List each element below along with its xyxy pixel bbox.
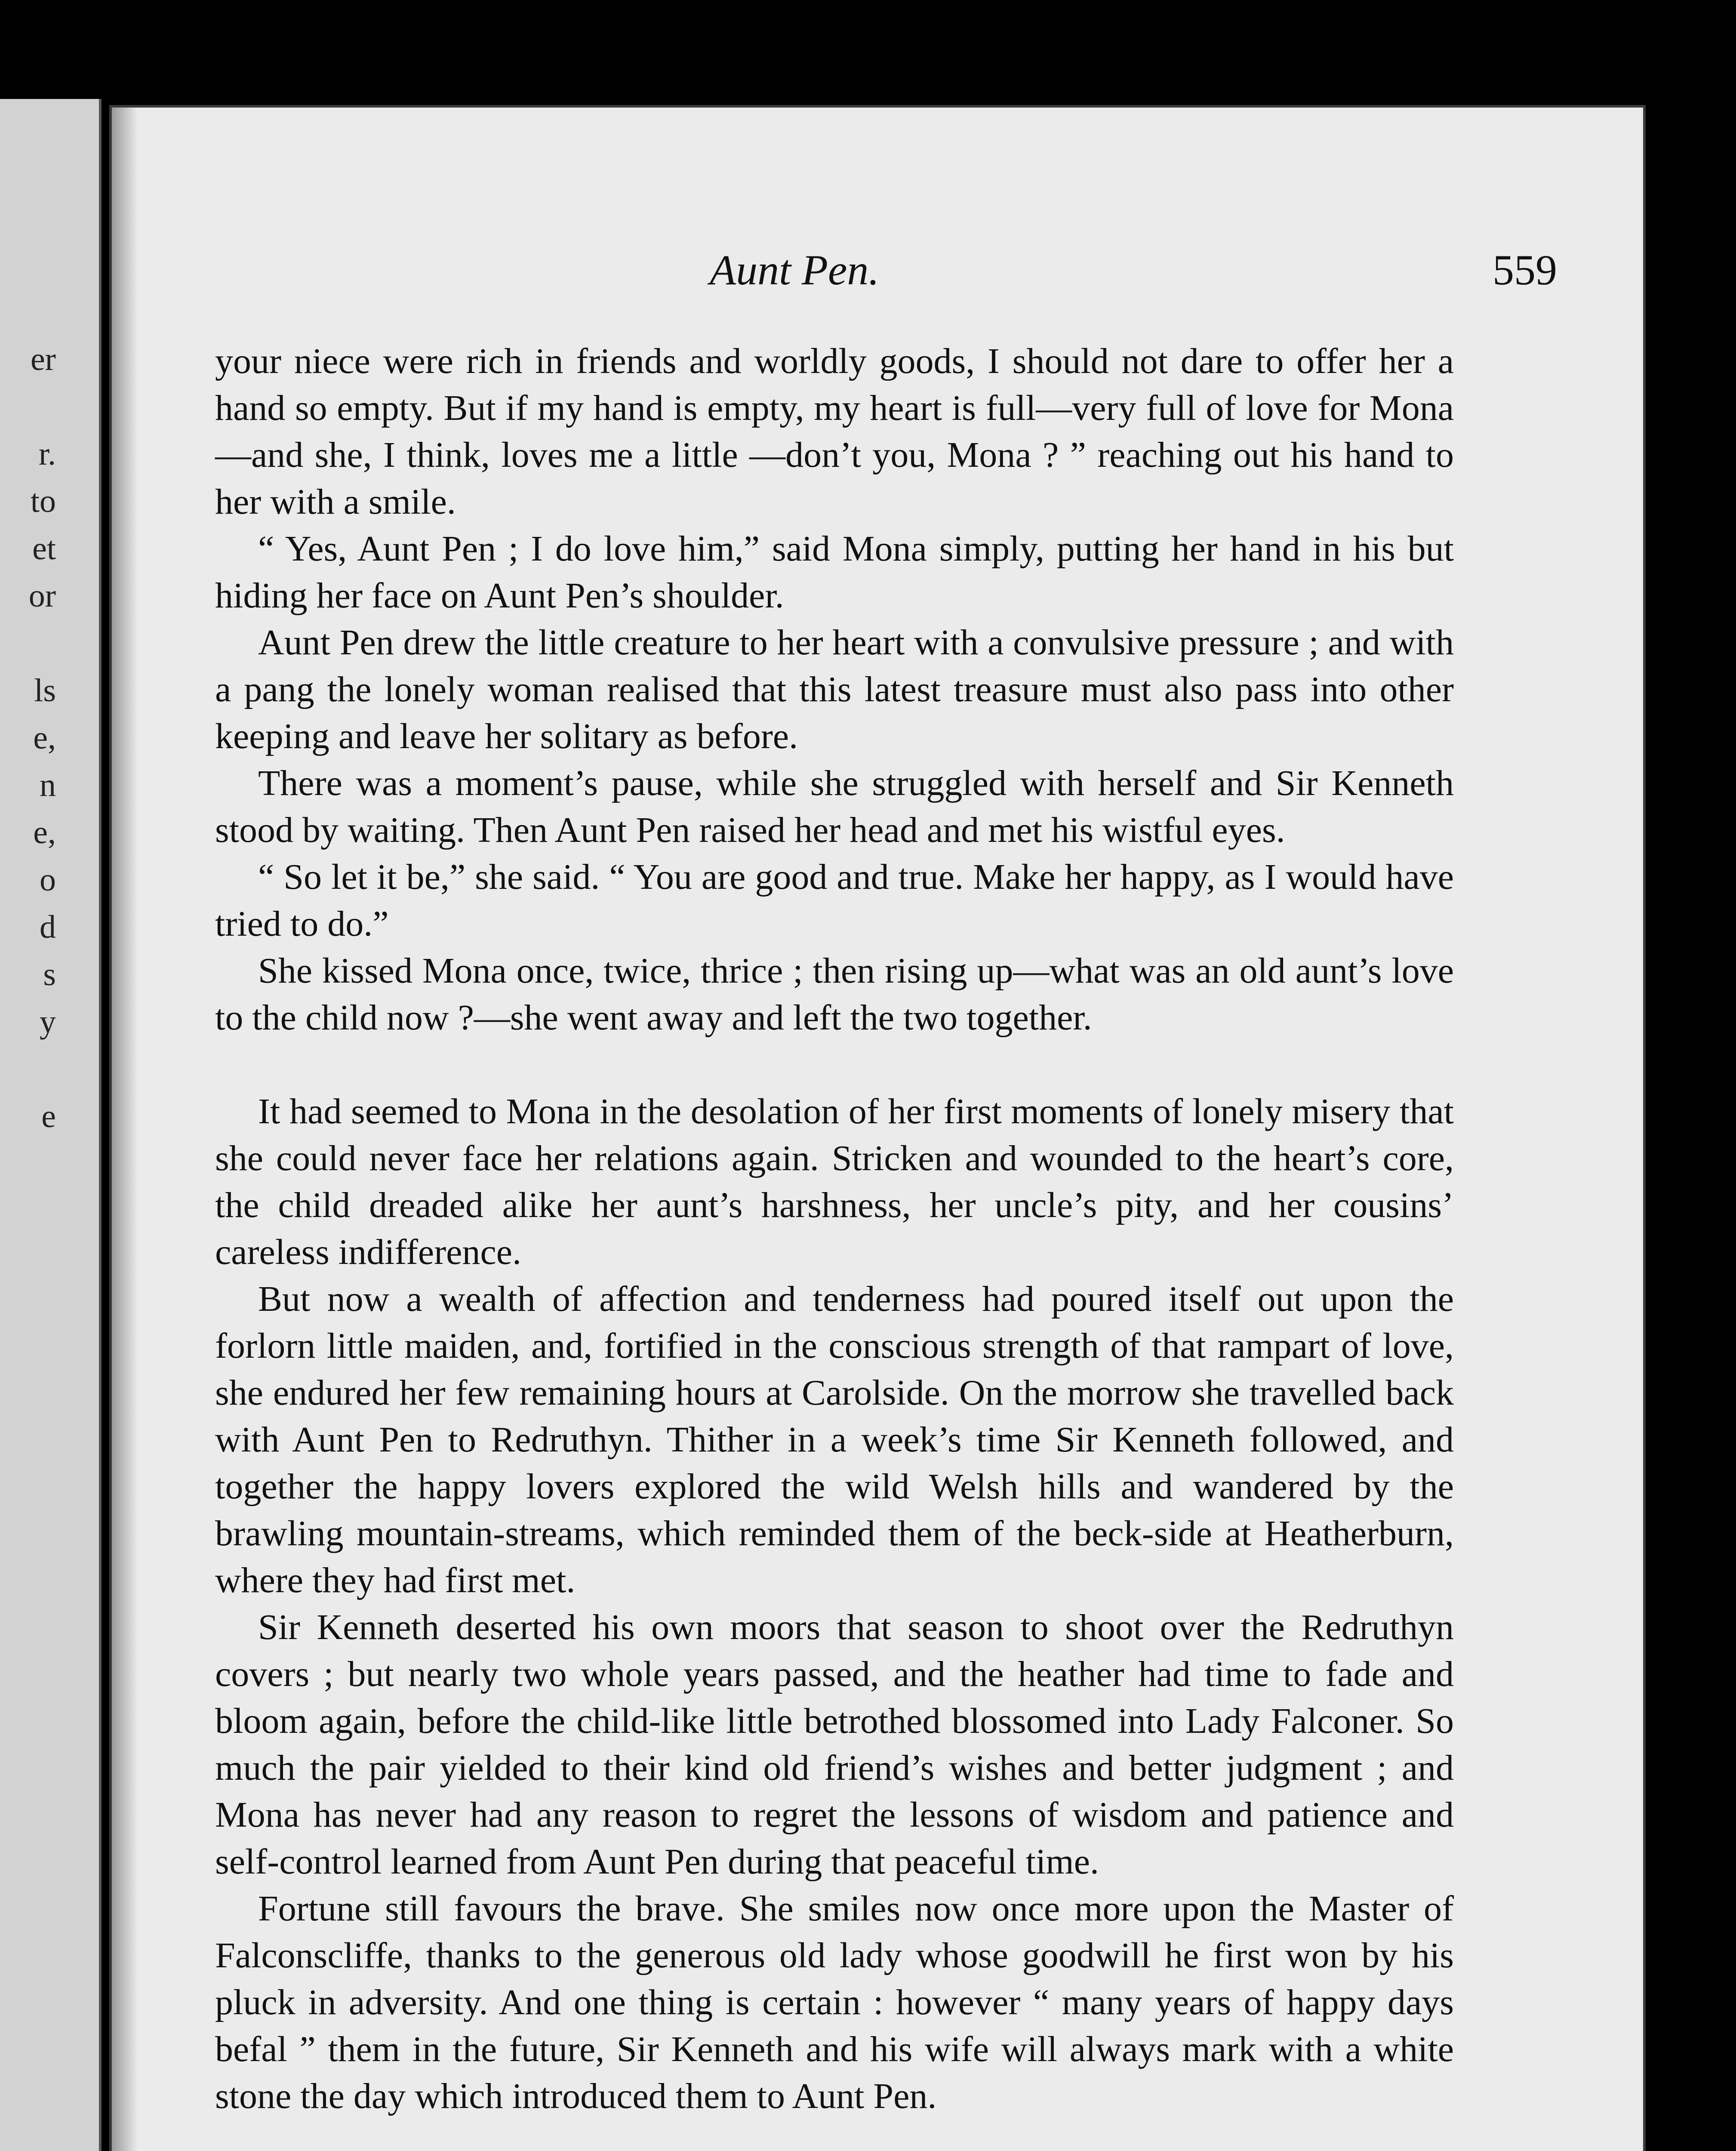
paragraph: It had seemed to Mona in the desolation of her first moments of lonely misery that she could never face her relations again. Stricken and wounded to the heart’s core, the child dreaded alike her aunt’s harshness, her uncle’s pity, and her cousins’ careless indifference. <box>215 1091 1454 1272</box>
paragraph: She kissed Mona once, twice, thrice ; then rising up—what was an old aunt’s love to the child now ?—she went away and left the two together. <box>215 951 1454 1038</box>
fragment-line: r. <box>38 436 56 472</box>
fragment-line: et <box>32 530 56 567</box>
paragraph: “ So let it be,” she said. “ You are good and true. Make her happy, as I would have tried to do.” <box>215 857 1454 944</box>
fragment-line: o <box>40 862 56 898</box>
fragment-line: s <box>43 956 56 992</box>
fragment-line: e, <box>33 814 56 851</box>
fragment-line <box>0 383 56 430</box>
page-number: 559 <box>1493 246 1557 294</box>
fragment-line: or <box>28 578 56 614</box>
paragraph: There was a moment’s pause, while she struggled with herself and Sir Kenneth stood by waiting. Then Aunt Pen raised her head and met his wistful eyes. <box>215 763 1454 850</box>
paragraph: But now a wealth of affection and tenderness had poured itself out upon the forlorn little maiden, and, fortified in the conscious strength of that rampart of love, she endured her few remaining hours at Carolside. On the morrow she travelled back with Aunt Pen to Redruthyn. Thither in a week’s time Sir Kenneth followed, and together the happy lovers explored the wild Welsh hills and wandered by the brawling mountain-streams, which reminded them of the beck-side at Heatherburn, where they had first met. <box>215 1279 1454 1600</box>
fragment-line <box>0 619 56 667</box>
paragraph: Sir Kenneth deserted his own moors that season to shoot over the Redruthyn covers ; but nearly two whole years passed, and the heather had time to fade and bloom again, before the child-like little betrothed blossomed into Lady Falconer. So much the pair yielded to their kind old friend’s wishes and better judgment ; and Mona has never had any reason to regret the lessons of wisdom and patience and self-control learned from Aunt Pen during that peaceful time. <box>215 1607 1454 1882</box>
paragraph: “ Yes, Aunt Pen ; I do love him,” said Mona simply, putting her hand in his but hiding her face on Aunt Pen’s shoulder. <box>215 529 1454 616</box>
fragment-line <box>0 1045 56 1093</box>
book-page <box>112 108 1643 2151</box>
paragraph: Fortune still favours the brave. She smiles now once more upon the Master of Falconscliffe, thanks to the generous old lady whose goodwill he first won by his pluck in adversity. And one thing is certain : however “ many years of happy days befal ” them in the future, Sir Kenneth and his wife will always mark with a white stone the day which introduced them to Aunt Pen. <box>215 1889 1454 2116</box>
fragment-line: e <box>41 1098 56 1134</box>
body-text <box>215 338 1454 2120</box>
paragraph: your niece were rich in friends and worldly goods, I should not dare to offer her a hand so empty. But if my hand is empty, my heart is full—very full of love for Mona—and she, I think, loves me a little —don’t you, Mona ? ” reaching out his hand to her with a smile. <box>215 341 1454 522</box>
facing-page-text-fragments <box>0 336 56 1140</box>
fragment-line: d <box>40 909 56 945</box>
fragment-line: y <box>40 1004 56 1040</box>
running-title: Aunt Pen. <box>710 246 880 294</box>
fragment-line: ls <box>34 672 56 709</box>
fragment-line: n <box>40 767 56 803</box>
fragment-line: er <box>30 341 56 377</box>
gutter-shadow <box>112 108 138 2151</box>
fragment-line: to <box>30 483 56 519</box>
paragraph: Aunt Pen drew the little creature to her heart with a convulsive pressure ; and with a pang the lonely woman realised that this latest treasure must also pass into other keeping and leave her solitary as before. <box>215 622 1454 756</box>
fragment-line: e, <box>33 720 56 756</box>
